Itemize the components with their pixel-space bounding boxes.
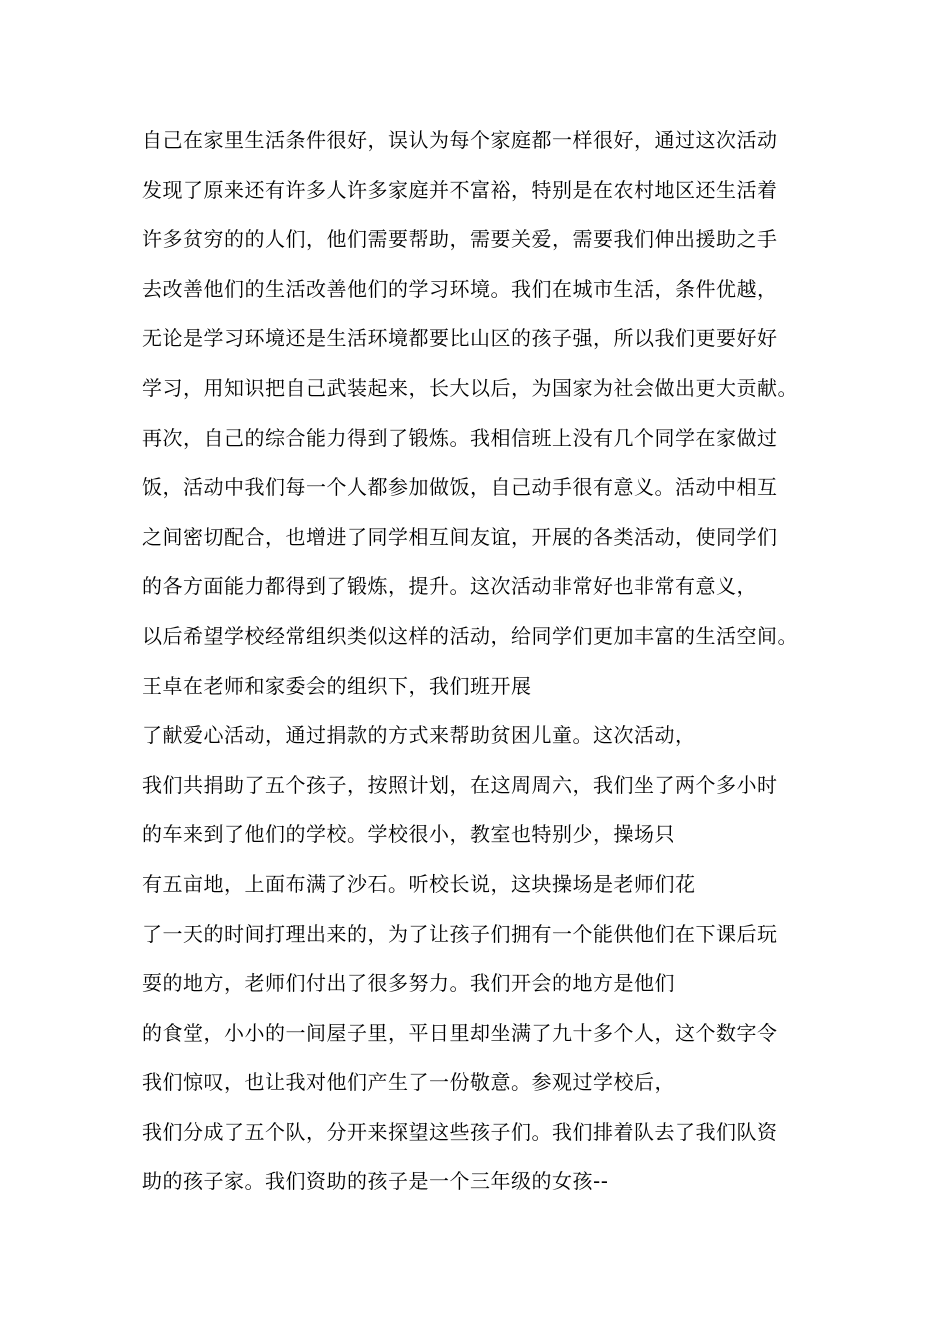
text-line: 学习，用知识把自己武装起来，长大以后，为国家为社会做出更大贡献。	[142, 375, 798, 400]
text-line: 的各方面能力都得到了锻炼，提升。这次活动非常好也非常有意义，	[142, 574, 757, 599]
text-line: 再次，自己的综合能力得到了锻炼。我相信班上没有几个同学在家做过	[142, 425, 778, 450]
text-line: 有五亩地，上面布满了沙石。听校长说，这块操场是老师们花	[142, 871, 696, 896]
text-line: 王卓在老师和家委会的组织下，我们班开展	[142, 673, 532, 698]
text-line: 我们惊叹，也让我对他们产生了一份敬意。参观过学校后，	[142, 1070, 675, 1095]
text-line: 饭，活动中我们每一个人都参加做饭，自己动手很有意义。活动中相互	[142, 475, 778, 500]
text-line: 许多贫穷的的人们，他们需要帮助，需要关爱，需要我们伸出援助之手	[142, 227, 778, 252]
text-line: 以后希望学校经常组织类似这样的活动，给同学们更加丰富的生活空间。	[142, 623, 798, 648]
text-line: 我们共捐助了五个孩子，按照计划，在这周周六，我们坐了两个多小时	[142, 772, 778, 797]
text-line: 了献爱心活动，通过捐款的方式来帮助贫困儿童。这次活动，	[142, 723, 696, 748]
text-line: 无论是学习环境还是生活环境都要比山区的孩子强，所以我们更要好好	[142, 326, 778, 351]
text-line: 助的孩子家。我们资助的孩子是一个三年级的女孩--	[142, 1169, 609, 1194]
text-line: 了一天的时间打理出来的，为了让孩子们拥有一个能供他们在下课后玩	[142, 921, 778, 946]
text-line: 的食堂，小小的一间屋子里，平日里却坐满了九十多个人，这个数字令	[142, 1020, 778, 1045]
text-line: 自己在家里生活条件很好，误认为每个家庭都一样很好，通过这次活动	[142, 128, 778, 152]
text-line: 我们分成了五个队，分开来探望这些孩子们。我们排着队去了我们队资	[142, 1119, 778, 1144]
text-line: 发现了原来还有许多人许多家庭并不富裕，特别是在农村地区还生活着	[142, 177, 778, 202]
body-text	[142, 116, 842, 1207]
text-line: 去改善他们的生活改善他们的学习环境。我们在城市生活，条件优越，	[142, 276, 778, 301]
text-line: 耍的地方，老师们付出了很多努力。我们开会的地方是他们	[142, 971, 675, 996]
text-line: 的车来到了他们的学校。学校很小，教室也特别少，操场只	[142, 822, 675, 847]
text-line: 之间密切配合，也增进了同学相互间友谊，开展的各类活动，使同学们	[142, 524, 778, 549]
